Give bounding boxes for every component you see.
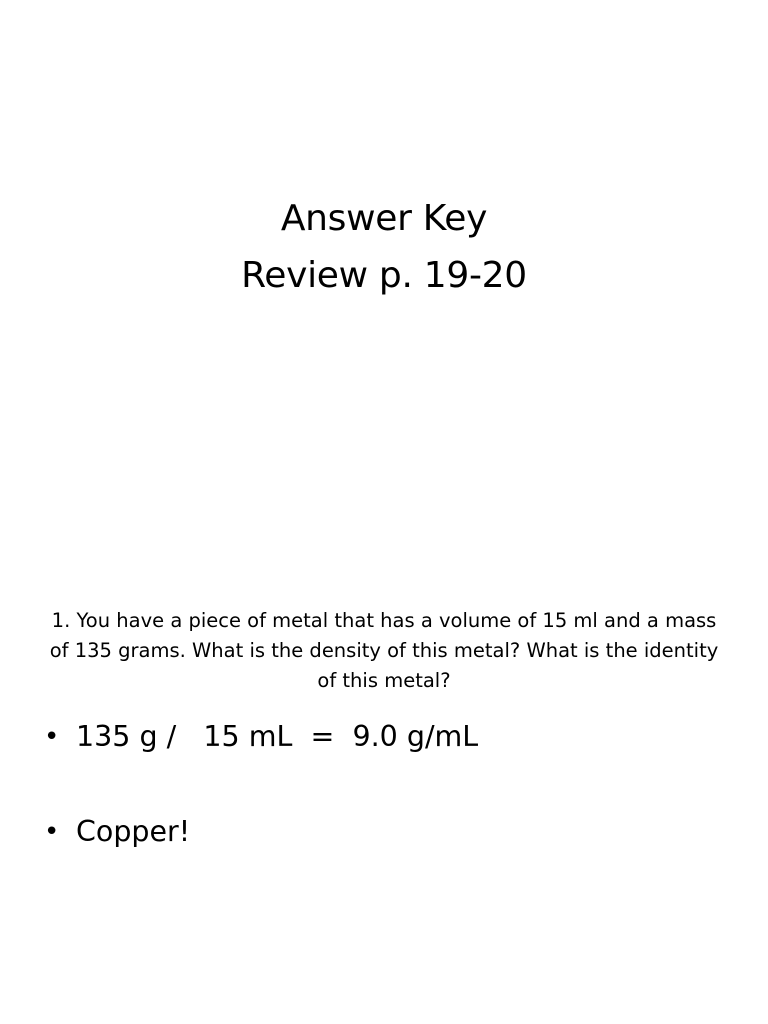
answer-text: 135 g / 15 mL = 9.0 g/mL — [76, 720, 479, 753]
title-line-2: Review p. 19-20 — [241, 255, 527, 296]
slide-title — [0, 190, 768, 304]
title-line-1: Answer Key — [280, 198, 488, 239]
question-text: 1. You have a piece of metal that has a volume of 15 ml and a mass of 135 grams. What is the density of this metal? What is the identity of this metal? — [49, 609, 719, 692]
answer-text: Copper! — [76, 815, 191, 848]
answer-item-identity — [44, 812, 724, 852]
bullet-icon: • — [44, 817, 60, 847]
question-slide — [0, 512, 768, 1024]
bullet-icon: • — [44, 722, 60, 752]
answer-item-calculation — [44, 717, 724, 757]
answer-list — [44, 717, 724, 852]
